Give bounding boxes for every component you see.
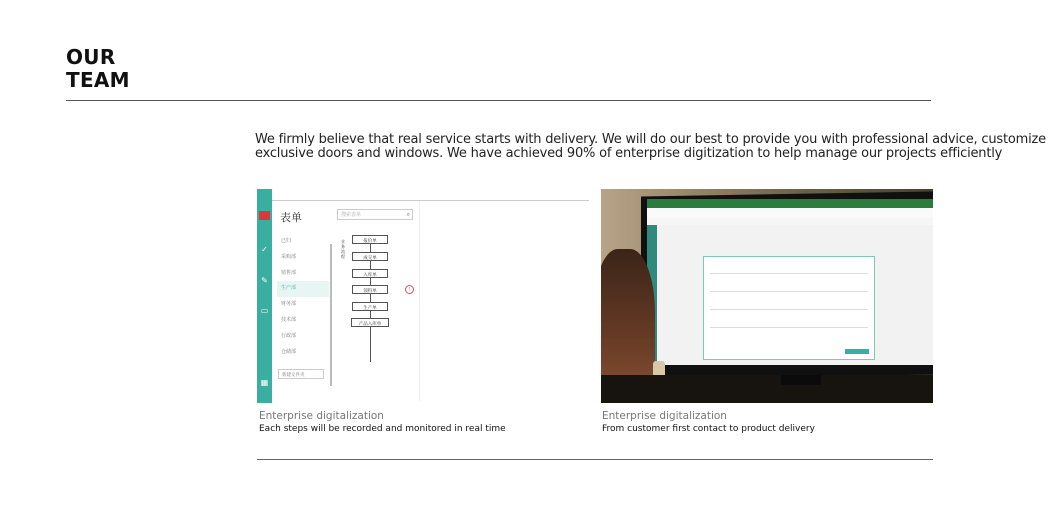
card-line — [710, 327, 868, 328]
page-title-line-1: OUR — [66, 45, 116, 69]
app-screenshot-image — [257, 189, 589, 403]
app-menu-item: 采购部 — [281, 253, 297, 260]
app-menu-item: 财务部 — [281, 301, 297, 308]
page-title-line-2: TEAM — [66, 68, 130, 92]
app-panel-edge — [419, 201, 420, 401]
caption-subtitle-2: From customer first contact to product delivery — [602, 424, 815, 434]
app-menu — [277, 234, 329, 360]
browser-bookmark-bar — [647, 218, 933, 225]
flow-step: 入库单 — [352, 269, 388, 278]
app-menu-item: 已归 — [281, 238, 292, 244]
app-logo-icon — [259, 211, 270, 220]
app-top-border — [272, 200, 589, 201]
search-icon: ⌕ — [406, 212, 410, 218]
caption-title-2: Enterprise digitalization — [602, 410, 727, 422]
app-divider — [330, 244, 332, 386]
intro-line-2: exclusive doors and windows. We have achieved 90% of enterprise digitization to help manage our projects efficiently — [255, 145, 1003, 161]
flow-step: 领料单 — [352, 285, 388, 294]
photo-screen — [647, 199, 933, 365]
app-sidebar — [257, 189, 272, 403]
card-line — [710, 291, 868, 292]
card-line — [710, 273, 868, 274]
app-add-folder-button: 新建文件夹 — [278, 369, 324, 379]
caption-title-1: Enterprise digitalization — [259, 410, 384, 422]
office-monitor-photo — [601, 189, 933, 403]
app-search-placeholder: 搜索表单 — [341, 212, 362, 218]
flow-step: 报价单 — [352, 235, 388, 244]
monitor-icon: ▭ — [260, 306, 269, 315]
top-divider — [66, 100, 931, 101]
flow-step: 产品入库单 — [351, 318, 389, 327]
app-menu-item: 销售部 — [281, 269, 297, 276]
app-flow-side-label: 业务流程 — [341, 239, 345, 259]
app-menu-item: 仓储部 — [281, 348, 297, 355]
photo-desk — [601, 375, 933, 403]
app-menu-item: 技术部 — [281, 316, 297, 323]
page-title — [66, 46, 130, 92]
flow-step: 成交单 — [352, 252, 388, 261]
app-search-box — [337, 209, 413, 220]
screen-form-card — [703, 256, 875, 360]
caption-subtitle-1: Each steps will be recorded and monitored in real time — [259, 424, 506, 434]
edit-icon: ✎ — [261, 276, 268, 285]
screen-submit-button — [845, 349, 869, 354]
bottom-divider — [257, 459, 933, 460]
photo-monitor-stand — [781, 375, 821, 385]
browser-tab-bar — [647, 199, 933, 208]
intro-line-1: We firmly believe that real service starts with delivery. We will do our best to provide you with professional advice, customize — [255, 132, 1046, 147]
app-menu-item-active: 生产部 — [277, 281, 329, 297]
app-menu-item: 行政部 — [281, 332, 297, 339]
flow-step: 生产单 — [352, 302, 388, 311]
app-heading: 表单 — [280, 212, 302, 224]
check-icon: ✓ — [261, 245, 268, 254]
grid-icon: ▦ — [260, 378, 269, 387]
info-circle-icon: ! — [405, 285, 414, 294]
card-line — [710, 309, 868, 310]
intro-paragraph — [255, 132, 1046, 161]
